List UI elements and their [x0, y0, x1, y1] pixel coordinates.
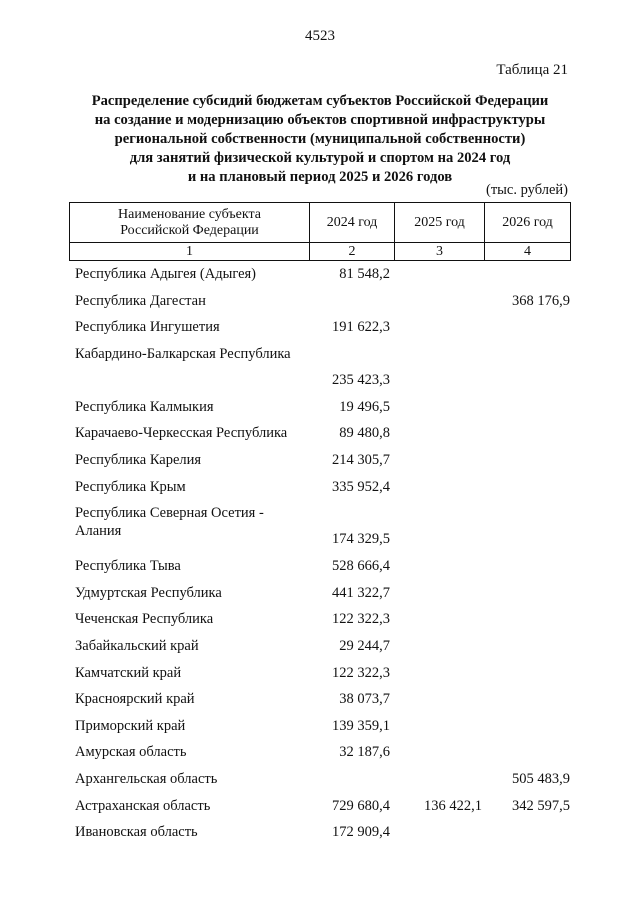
title-line: и на плановый период 2025 и 2026 годов [187, 169, 453, 185]
header-row [70, 203, 571, 243]
table-row [0, 448, 640, 475]
table-row [0, 342, 640, 395]
column-number: 4 [485, 243, 571, 261]
region-name: Астраханская область [75, 797, 211, 814]
value-2025: 136 422,1 [424, 797, 482, 814]
table-header [69, 202, 571, 261]
region-name: Красноярский край [75, 691, 195, 708]
table-row [0, 289, 640, 316]
value-2024: 38 073,7 [339, 691, 390, 708]
header-cell-2025: 2025 год [395, 203, 485, 243]
header-cell-2026: 2026 год [485, 203, 571, 243]
table-row [0, 820, 640, 847]
region-name: Республика Адыгея (Адыгея) [75, 266, 257, 282]
table-row [0, 767, 640, 794]
region-name: Удмуртская Республика [75, 584, 222, 601]
table-row [0, 262, 640, 289]
column-number: 2 [310, 243, 395, 261]
value-2024: 235 423,3 [332, 371, 390, 388]
title-line: региональной собственности (муниципальной собственности) [114, 131, 526, 147]
table-row [0, 634, 640, 661]
table-row [0, 395, 640, 422]
title-line: для занятий физической культурой и спортом на 2024 год [129, 150, 511, 166]
region-name: Амурская область [75, 744, 187, 761]
table-row [0, 581, 640, 608]
value-2024: 29 244,7 [339, 637, 390, 654]
page-number: 4523 [305, 28, 335, 44]
value-2024: 89 480,8 [339, 425, 390, 442]
region-name: Республика Дагестан [75, 292, 206, 309]
value-2024: 174 329,5 [332, 531, 390, 548]
header-cell-2024: 2024 год [310, 203, 395, 243]
header-name-line: Российской Федерации [120, 222, 259, 238]
value-2024: 19 496,5 [339, 398, 390, 415]
column-number: 3 [395, 243, 485, 261]
table-row [0, 687, 640, 714]
table-row [0, 501, 640, 554]
value-2024: 441 322,7 [332, 584, 390, 601]
table-row [0, 421, 640, 448]
value-2024: 81 548,2 [339, 266, 390, 282]
table-row [0, 315, 640, 342]
table-row [0, 475, 640, 502]
region-name: Республика Калмыкия [75, 398, 214, 415]
value-2026: 368 176,9 [512, 292, 570, 309]
table-body [0, 262, 640, 847]
region-name: Республика Северная Осетия - Алания [75, 505, 264, 540]
column-number-row [70, 243, 571, 261]
value-2024: 172 909,4 [332, 824, 390, 841]
table-label: Таблица 21 [496, 62, 568, 78]
header-cell-name [70, 203, 310, 243]
value-2024: 729 680,4 [332, 797, 390, 814]
table-row [0, 607, 640, 634]
table-row [0, 740, 640, 767]
value-2024: 139 359,1 [332, 717, 390, 734]
table-row [0, 554, 640, 581]
document-title [60, 92, 580, 187]
value-2024: 528 666,4 [332, 558, 390, 575]
table-row [0, 794, 640, 821]
region-name: Карачаево-Черкесская Республика [75, 425, 288, 442]
table-row [0, 661, 640, 688]
value-2024: 214 305,7 [332, 451, 390, 468]
value-2024: 191 622,3 [332, 319, 390, 336]
value-2024: 335 952,4 [332, 478, 390, 495]
header-name-line: Наименование субъекта [118, 206, 261, 222]
region-name: Камчатский край [75, 664, 182, 681]
region-name: Республика Крым [75, 478, 186, 495]
region-name: Ивановская область [75, 824, 198, 841]
region-name: Республика Тыва [75, 558, 181, 575]
region-name: Кабардино-Балкарская Республика [75, 345, 291, 362]
title-line: Распределение субсидий бюджетам субъектов Российской Федерации [91, 93, 549, 109]
units-label: (тыс. рублей) [486, 182, 568, 198]
region-name: Чеченская Республика [75, 611, 214, 628]
value-2024: 32 187,6 [339, 744, 390, 761]
column-number: 1 [70, 243, 310, 261]
value-2024: 122 322,3 [332, 611, 390, 628]
region-name: Республика Карелия [75, 451, 202, 468]
table-row [0, 714, 640, 741]
region-name: Приморский край [75, 717, 186, 734]
region-name: Республика Ингушетия [75, 319, 220, 336]
value-2024: 122 322,3 [332, 664, 390, 681]
value-2026: 342 597,5 [512, 797, 570, 814]
value-2026: 505 483,9 [512, 770, 570, 787]
region-name: Архангельская область [75, 770, 218, 787]
title-line: на создание и модернизацию объектов спортивной инфраструктуры [94, 112, 546, 128]
region-name: Забайкальский край [75, 637, 199, 654]
